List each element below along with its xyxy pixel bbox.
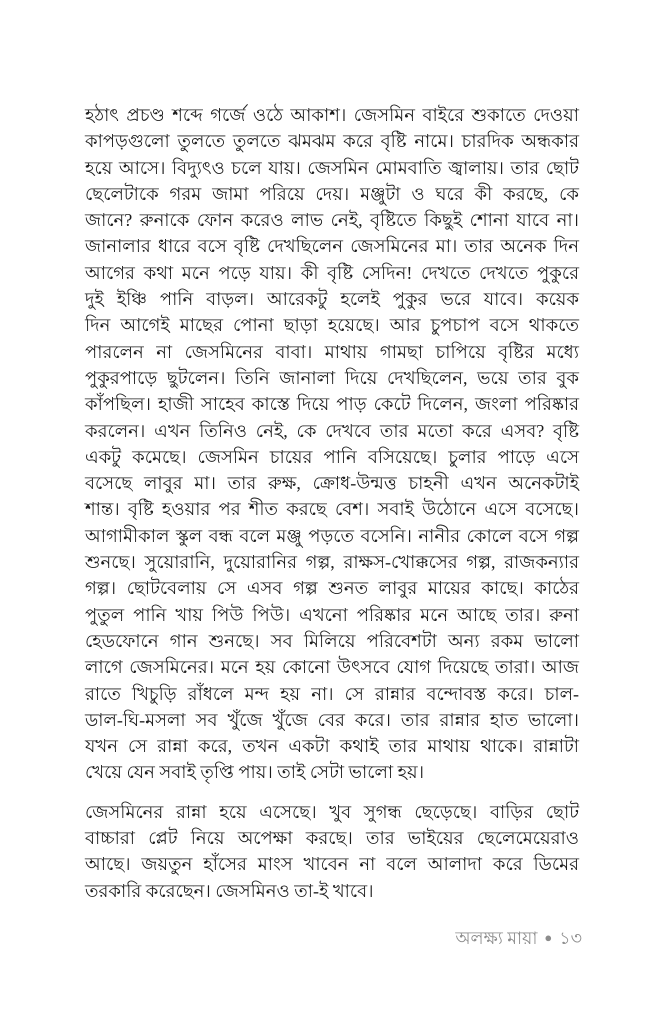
text-line: করলেন। এখন তিনিও নেই, কে দেখবে তার মতো করে এসব? বৃষ্টি [85,420,579,441]
text-line: আগের কথা মনে পড়ে যায়। কী বৃষ্টি সেদিন! দেখতে দেখতে পুকুরে [85,262,579,283]
text-line: লাগে জেসমিনের। মনে হয় কোনো উৎসবে যোগ দিয়েছে তারা। আজ [85,657,579,678]
text-line: একটু কমেছে। জেসমিন চায়ের পানি বসিয়েছে। চুলার পাড়ে এসে [85,446,579,467]
text-line: বসেছে লাবুর মা। তার রুক্ষ, ক্রোধ-উন্মত্ত চাহনী এখন অনেকটাই [85,473,579,494]
text-block [85,102,579,917]
text-line: পারলেন না জেসমিনের বাবা। মাথায় গামছা চাপিয়ে বৃষ্টির মধ্যে [85,341,579,362]
text-line: কাপড়গুলো তুলতে তুলতে ঝমঝম করে বৃষ্টি নামে। চারদিক অন্ধকার [85,131,579,152]
page-footer [85,926,582,950]
text-line: বাচ্চারা প্লেট নিয়ে অপেক্ষা করছে। তার ভাইয়ের ছেলেমেয়েরাও [85,828,579,849]
text-line: হেডফোনে গান শুনছে। সব মিলিয়ে পরিবেশটা অন্য রকম ভালো [85,630,579,651]
book-title: অলক্ষ্য মায়া [455,928,538,948]
text-line: পুতুল পানি খায় পিউ পিউ। এখনো পরিষ্কার মনে আছে তার। রুনা [85,604,579,625]
text-line: ছেলেটাকে গরম জামা পরিয়ে দেয়। মঞ্জুটা ও ঘরে কী করছে, কে [85,183,579,204]
text-line: তরকারি করেছেন। জেসমিনও তা-ই খাবে। [85,880,374,901]
text-line: কাঁপছিল। হাজী সাহেব কাস্তে দিয়ে পাড় কেটে দিলেন, জংলা পরিষ্কার [85,394,579,415]
text-line: দিন আগেই মাছের পোনা ছাড়া হয়েছে। আর চুপচাপ বসে থাকতে [85,315,579,336]
text-line: যখন সে রান্না করে, তখন একটা কথাই তার মাথায় থাকে। রান্নাটা [85,736,579,757]
text-line: হয়ে আসে। বিদ্যুৎও চলে যায়। জেসমিন মোমবাতি জ্বালায়। তার ছোট [85,157,579,178]
text-line: খেয়ে যেন সবাই তৃপ্তি পায়। তাই সেটা ভালো হয়। [85,762,425,783]
text-line: দুই ইঞ্চি পানি বাড়ল। আরেকটু হলেই পুকুর ভরে যাবে। কয়েক [85,289,579,310]
text-line: গল্প। ছোটবেলায় সে এসব গল্প শুনত লাবুর মায়ের কাছে। কাঠের [85,578,579,599]
text-line: আছে। জয়তুন হাঁসের মাংস খাবেন না বলে আলাদা করে ডিমের [85,854,579,875]
text-line: আগামীকাল স্কুল বন্ধ বলে মঞ্জু পড়তে বসেনি। নানীর কোলে বসে গল্প [85,525,579,546]
text-line: জানালার ধারে বসে বৃষ্টি দেখছিলেন জেসমিনের মা। তার অনেক দিন [85,236,579,257]
page-number: ১৩ [559,928,582,948]
paragraph [85,799,579,904]
text-line: রাতে খিচুড়ি রাঁধলে মন্দ হয় না। সে রান্নার বন্দোবস্ত করে। চাল- [85,683,579,704]
text-line: হঠাৎ প্রচণ্ড শব্দে গর্জে ওঠে আকাশ। জেসমিন বাইরে শুকাতে দেওয়া [85,105,579,125]
text-line: পুকুরপাড়ে ছুটলেন। তিনি জানালা দিয়ে দেখছিলেন, ভয়ে তার বুক [85,367,579,388]
bullet-separator-icon: ● [544,930,553,945]
text-line: শান্ত। বৃষ্টি হওয়ার পর শীত করছে বেশ। সবাই উঠোনে এসে বসেছে। [85,499,579,520]
paragraph [85,102,579,786]
text-line: ডাল-ঘি-মসলা সব খুঁজে খুঁজে বের করে। তার রান্নার হাত ভালো। [85,709,579,730]
text-line: শুনছে। সুয়োরানি, দুয়োরানির গল্প, রাক্ষস-খোক্কসের গল্প, রাজকন্যার [85,552,579,573]
text-line: জেসমিনের রান্না হয়ে এসেছে। খুব সুগন্ধ ছেড়েছে। বাড়ির ছোট [85,801,579,822]
text-line: জানে? রুনাকে ফোন করেও লাভ নেই, বৃষ্টিতে কিছুই শোনা যাবে না। [85,210,579,231]
